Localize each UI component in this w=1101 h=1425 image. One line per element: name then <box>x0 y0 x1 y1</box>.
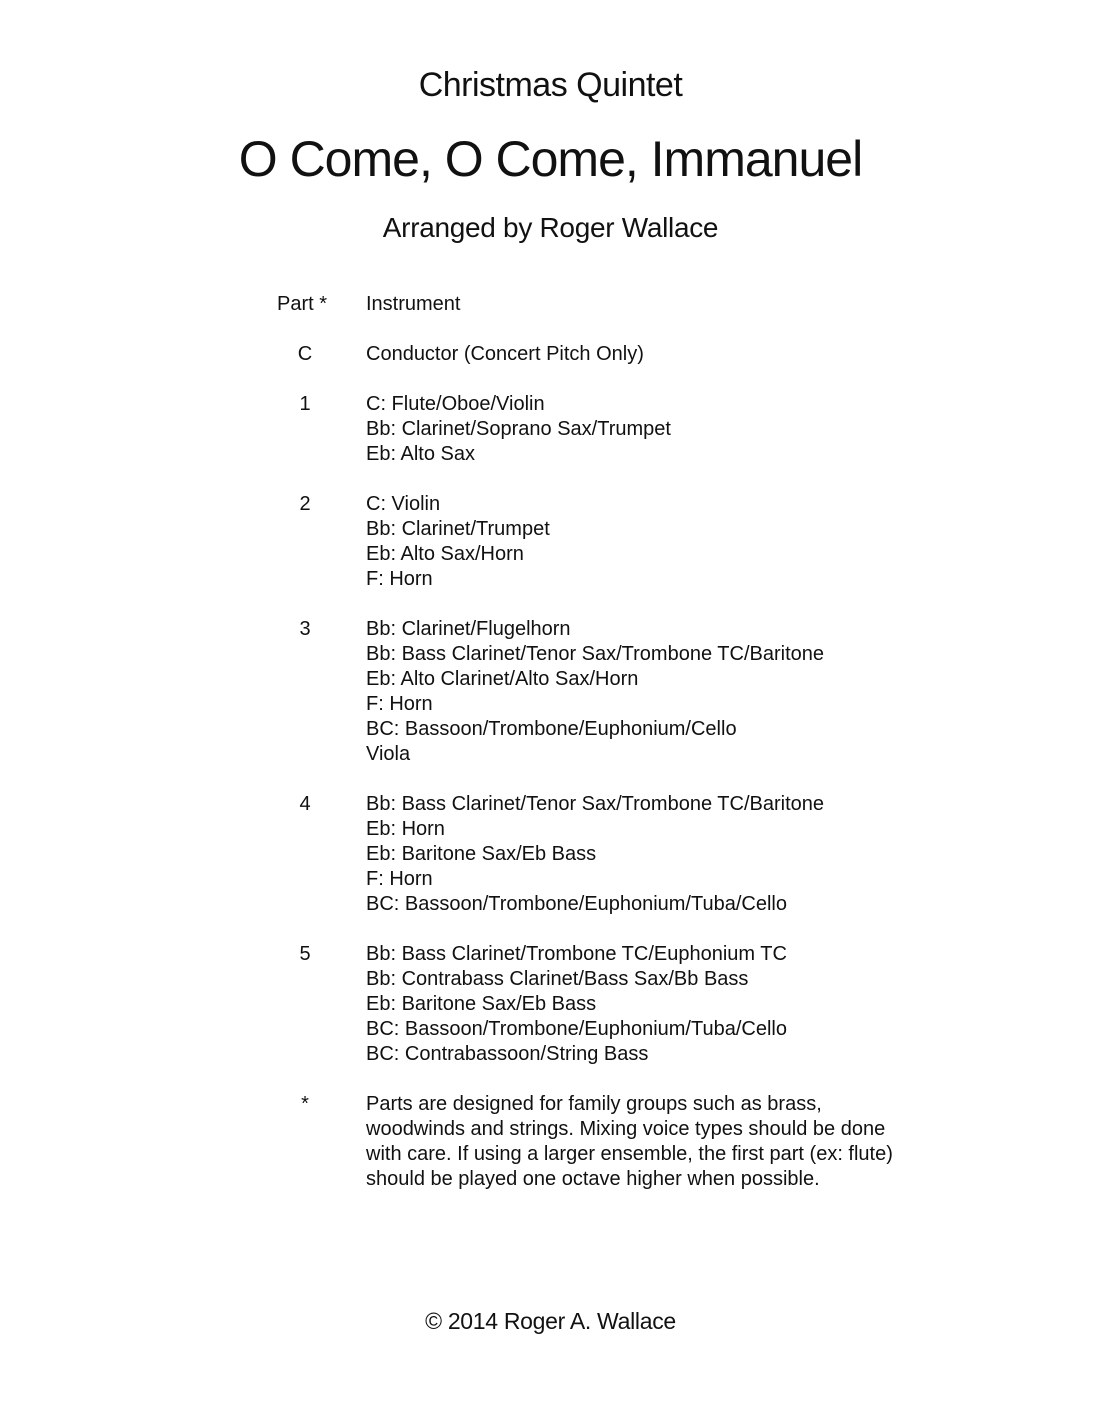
instrument-line: Eb: Baritone Sax/Eb Bass <box>366 993 597 1015</box>
instrument-list <box>366 342 917 367</box>
instrument-line: Eb: Baritone Sax/Eb Bass <box>366 843 597 865</box>
instrument-line: F: Horn <box>366 693 433 715</box>
footnote-marker: * <box>301 1093 309 1115</box>
instrument-line: C: Flute/Oboe/Violin <box>366 393 545 415</box>
part-number: 4 <box>299 793 311 815</box>
parts-table-header <box>277 292 917 317</box>
parts-rows <box>277 342 917 1067</box>
instrument-line: Conductor (Concert Pitch Only) <box>366 343 644 365</box>
instrument-list <box>366 617 917 767</box>
part-column-heading: Part * <box>277 293 328 315</box>
parts-table <box>277 292 917 1217</box>
instrument-line: F: Horn <box>366 868 433 890</box>
arranger-credit: Arranged by Roger Wallace <box>382 212 719 243</box>
part-number: 3 <box>299 618 311 640</box>
copyright-notice: © 2014 Roger A. Wallace <box>425 1308 676 1334</box>
instrument-line: Bb: Clarinet/Soprano Sax/Trumpet <box>366 418 671 440</box>
instrument-list <box>366 392 917 467</box>
instrument-list <box>366 492 917 592</box>
instrument-line: Viola <box>366 743 411 765</box>
instrument-line: Bb: Bass Clarinet/Tenor Sax/Trombone TC/Baritone <box>366 793 824 815</box>
footnote-text: Parts are designed for family groups such as brass, woodwinds and strings. Mixing voice types should be done with care. If using a larger ensemble, the first part (ex: flute) should be played one octave higher when possible. <box>366 1093 893 1190</box>
instrument-line: Bb: Bass Clarinet/Trombone TC/Euphonium TC <box>366 943 787 965</box>
instrument-line: Bb: Clarinet/Flugelhorn <box>366 618 571 640</box>
instrument-line: Eb: Alto Clarinet/Alto Sax/Horn <box>366 668 639 690</box>
instrument-list <box>366 942 917 1067</box>
part-row <box>277 392 917 467</box>
footnote-row <box>277 1092 917 1192</box>
instrument-list <box>366 792 917 917</box>
instrument-line: Eb: Alto Sax <box>366 443 475 465</box>
instrument-line: Bb: Contrabass Clarinet/Bass Sax/Bb Bass <box>366 968 749 990</box>
instrument-column-heading: Instrument <box>366 293 461 315</box>
part-row <box>277 617 917 767</box>
part-number: 1 <box>299 393 311 415</box>
part-number: 5 <box>299 943 311 965</box>
instrument-line: Bb: Bass Clarinet/Tenor Sax/Trombone TC/Baritone <box>366 643 824 665</box>
instrument-line: Eb: Horn <box>366 818 445 840</box>
part-number: 2 <box>299 493 311 515</box>
instrument-line: BC: Bassoon/Trombone/Euphonium/Tuba/Cello <box>366 1018 787 1040</box>
part-row <box>277 792 917 917</box>
part-row <box>277 942 917 1067</box>
instrument-line: BC: Bassoon/Trombone/Euphonium/Cello <box>366 718 737 740</box>
instrument-line: F: Horn <box>366 568 433 590</box>
instrument-line: Bb: Clarinet/Trumpet <box>366 518 550 540</box>
instrument-line: BC: Contrabassoon/String Bass <box>366 1043 649 1065</box>
instrument-line: Eb: Alto Sax/Horn <box>366 543 524 565</box>
part-row <box>277 492 917 592</box>
part-number: C <box>297 343 313 365</box>
instrument-line: C: Violin <box>366 493 441 515</box>
piece-title: O Come, O Come, Immanuel <box>238 131 863 187</box>
instrument-line: BC: Bassoon/Trombone/Euphonium/Tuba/Cello <box>366 893 787 915</box>
part-row <box>277 342 917 367</box>
series-title: Christmas Quintet <box>418 66 683 104</box>
